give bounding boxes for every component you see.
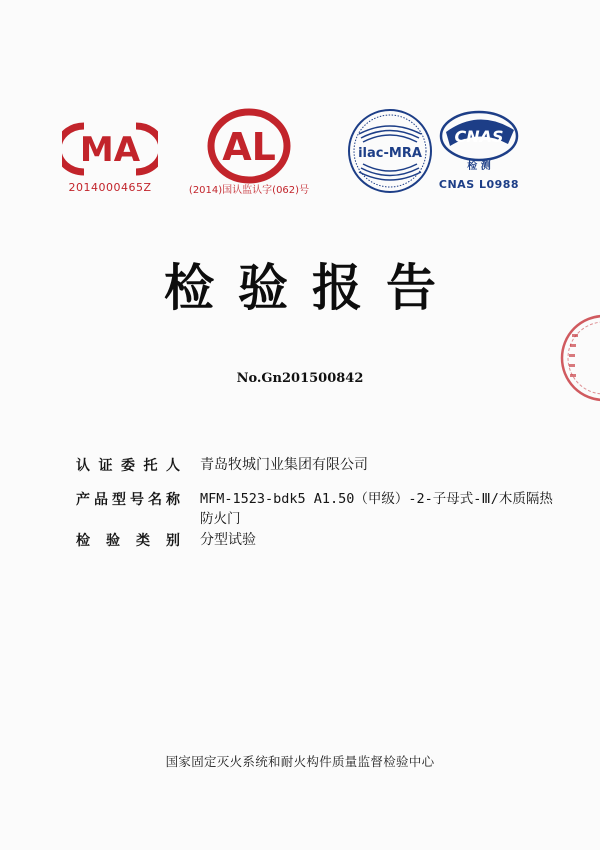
field-value-client: 青岛牧城门业集团有限公司 — [200, 457, 368, 473]
field-label-test-category: 检 验 类 别 — [76, 533, 180, 549]
cnas-mark-text: CNAS — [454, 127, 504, 146]
cma-mark-text: MA — [79, 130, 141, 170]
cnas-code: CNAS L0988 — [438, 178, 520, 191]
field-label-client: 认 证 委 托 人 — [76, 458, 180, 474]
cal-mark-text: AL — [222, 125, 276, 169]
field-label-product-model: 产 品 型 号 名 称 — [76, 492, 180, 508]
cma-logo-icon — [62, 120, 158, 178]
ilac-mra-logo-icon — [347, 108, 433, 194]
page-title: 检验报告 — [164, 259, 460, 317]
cnas-logo-icon — [438, 110, 520, 172]
cma-code: 2014000465Z — [68, 181, 152, 194]
issuing-organization: 国家固定灭火系统和耐火构件质量监督检验中心 — [165, 754, 435, 769]
cal-logo-icon — [205, 108, 293, 184]
cnas-sub-text: 检 测 — [467, 161, 491, 172]
field-value-product-model: MFM-1523-bdk5 A1.50（甲级）-2-子母式-Ⅲ/木质隔热防火门 — [200, 491, 553, 527]
ilac-mark-text: ilac-MRA — [358, 146, 422, 161]
cal-code: (2014)国认监认字(062)号 — [188, 185, 310, 196]
field-value-test-category: 分型试验 — [200, 532, 256, 548]
report-number: No.Gn201500842 — [236, 371, 364, 386]
seal-stamp-icon — [552, 312, 600, 404]
